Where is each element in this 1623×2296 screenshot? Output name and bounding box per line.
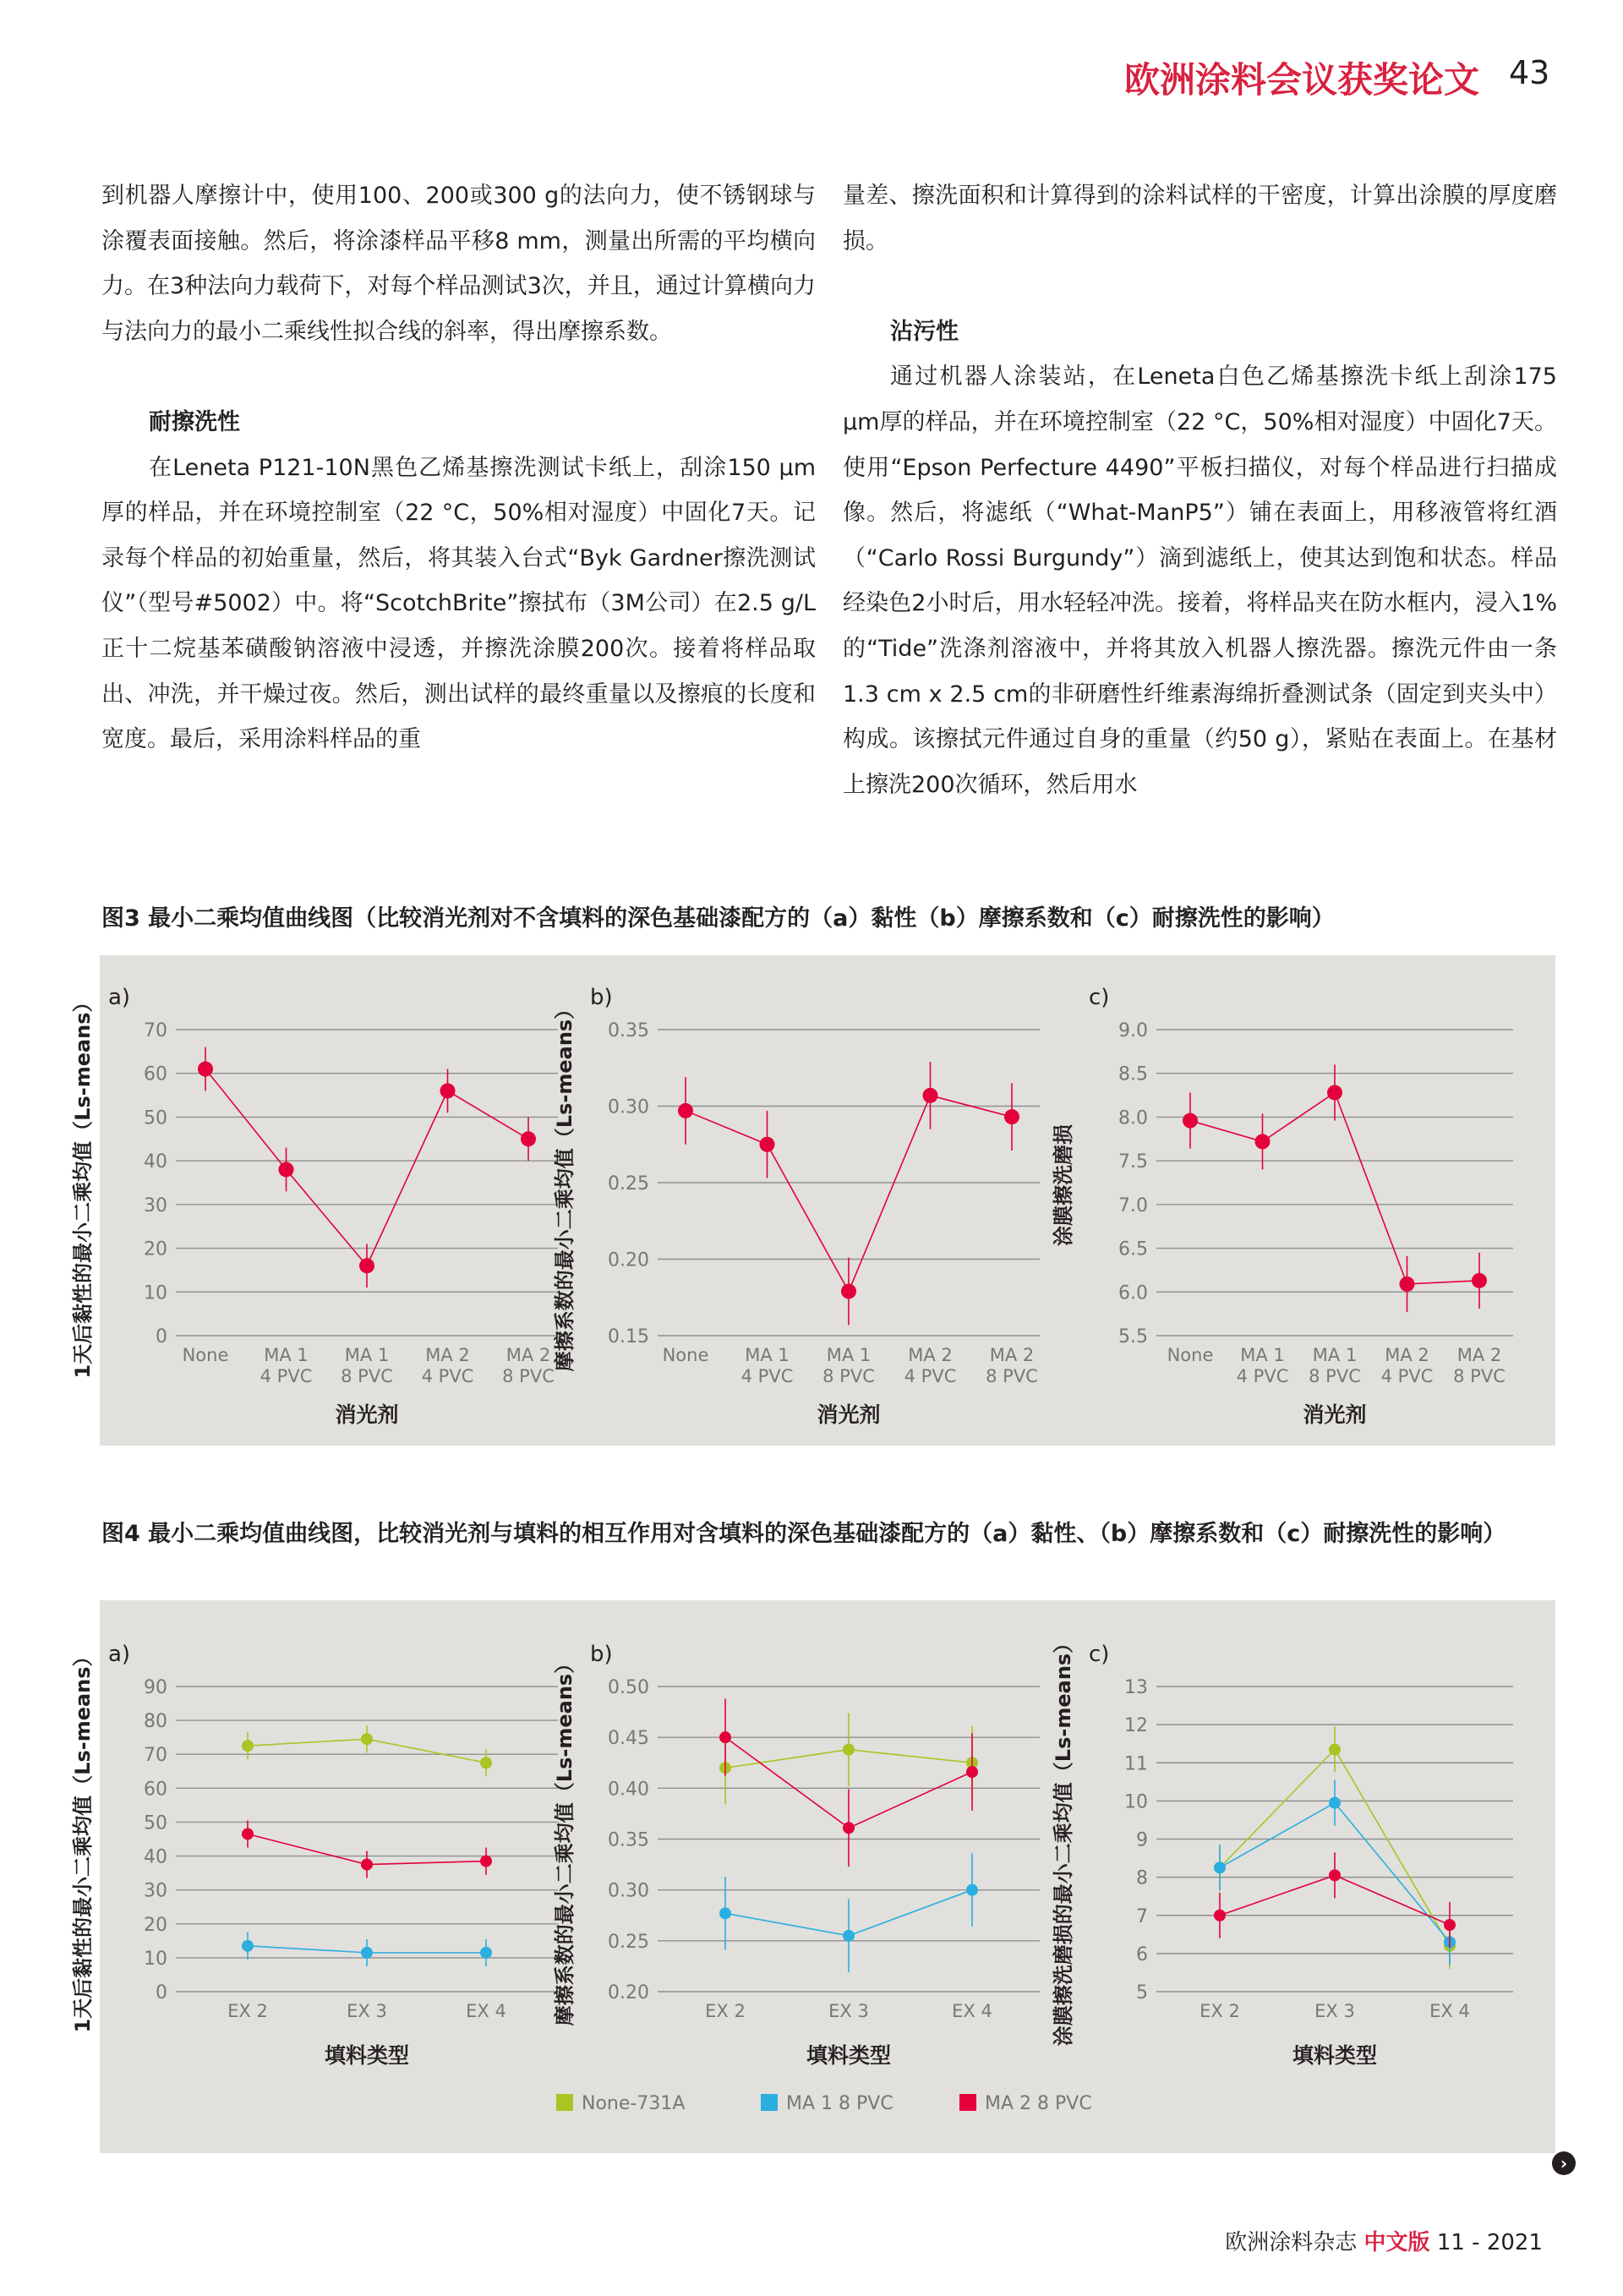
data-point: [480, 1856, 492, 1867]
figure-3-caption: 图3 最小二乘均值曲线图（比较消光剂对不含填料的深色基础漆配方的（a）黏性（b）摩擦系数和（c）耐擦洗性的影响）: [101, 905, 1335, 932]
x-axis-label: 填料类型: [806, 2043, 892, 2068]
y-tick-label: 0: [156, 1982, 167, 2004]
series-1: [719, 1853, 978, 1972]
y-tick-label: 8.5: [1118, 1063, 1148, 1085]
y-tick-label: 9.0: [1118, 1020, 1148, 1041]
x-tick-label: EX 4: [466, 2001, 506, 2021]
data-point: [242, 1740, 254, 1752]
x-axis-label: 填料类型: [324, 2043, 410, 2068]
y-tick-label: 0.35: [608, 1020, 649, 1041]
y-tick-label: 70: [144, 1020, 167, 1041]
panel-label: c): [1089, 985, 1110, 1010]
y-tick-label: 7.0: [1118, 1194, 1148, 1216]
body-column-right: [843, 173, 1557, 807]
figure-4-legend: [556, 2093, 1092, 2114]
paragraph-gap: [101, 354, 816, 400]
y-tick-label: 30: [144, 1194, 167, 1216]
x-tick-label: None: [1167, 1345, 1214, 1365]
series-line: [205, 1069, 528, 1266]
data-point: [843, 1744, 855, 1756]
y-tick-label: 60: [144, 1063, 167, 1085]
data-point: [1327, 1085, 1342, 1100]
data-point: [361, 1947, 373, 1959]
data-point: [843, 1930, 855, 1942]
y-tick-label: 0.25: [608, 1173, 649, 1194]
figure-4-charts: [71, 1600, 1555, 2153]
panel-label: c): [1089, 1642, 1110, 1667]
series-2: [1214, 1852, 1456, 1948]
x-tick-label: MA 1 8 PVC: [1309, 1345, 1361, 1386]
body-column-left: [101, 173, 816, 763]
x-tick-label: EX 3: [828, 2001, 869, 2021]
y-tick-label: 30: [144, 1880, 167, 1902]
figure-3-panel: [71, 955, 1555, 1446]
data-point: [1183, 1113, 1198, 1129]
y-axis-label: 1天后黏性的最小二乘均值（Ls-means）: [71, 992, 95, 1379]
footer-journal: 欧洲涂料杂志: [1225, 2230, 1358, 2255]
panel-label: b): [590, 985, 613, 1010]
y-tick-label: 7: [1136, 1905, 1148, 1927]
data-point: [361, 1859, 373, 1871]
x-tick-label: MA 2 4 PVC: [904, 1345, 957, 1386]
y-tick-label: 0.50: [608, 1677, 649, 1698]
x-tick-label: None: [662, 1345, 709, 1365]
paragraph-gap: [843, 264, 1557, 309]
data-point: [361, 1733, 373, 1745]
y-tick-label: 0.15: [608, 1326, 649, 1348]
series-line: [1190, 1092, 1479, 1284]
chart-b: [553, 1642, 1040, 2068]
paragraph: 在Leneta P121-10N黑色乙烯基擦洗测试卡纸上，刮涂150 μm厚的样品，并在环境控制室（22 °C，50%相对湿度）中固化7天。记录每个样品的初始重量，然后，将其装入台式“Byk Gardner擦洗测试仪”（型号#5002）中。将“ScotchBrite”擦拭布（3M公司）在2.5 g/L正十二烷基苯磺酸钠溶液中浸透，并擦洗涂膜200次。接着将样品取出、冲洗，并干燥过夜。然后，测出试样的最终重量以及擦痕的长度和宽度。最后，采用涂料样品的重: [101, 454, 816, 753]
y-tick-label: 5: [1136, 1982, 1148, 2004]
y-tick-label: 8.0: [1118, 1107, 1148, 1129]
x-tick-label: EX 2: [227, 2001, 268, 2021]
x-tick-label: MA 2 4 PVC: [1380, 1345, 1434, 1386]
footer: [1225, 2225, 1543, 2256]
x-tick-label: MA 1 8 PVC: [822, 1345, 875, 1386]
y-tick-label: 0.25: [608, 1931, 649, 1953]
data-point: [760, 1137, 775, 1152]
x-tick-label: MA 1 4 PVC: [740, 1345, 794, 1386]
data-point: [242, 1940, 254, 1952]
data-point: [480, 1947, 492, 1959]
data-point: [1329, 1743, 1341, 1755]
y-tick-label: 10: [144, 1282, 167, 1304]
data-point: [1400, 1276, 1415, 1292]
y-tick-label: 9: [1136, 1829, 1148, 1851]
data-point: [719, 1731, 731, 1743]
series-0: [198, 1047, 536, 1287]
x-tick-label: EX 4: [952, 2001, 992, 2021]
legend-label: MA 1 8 PVC: [786, 2093, 893, 2114]
y-tick-label: 8: [1136, 1867, 1148, 1889]
chart-c: [1052, 1633, 1513, 2068]
y-tick-label: 0.20: [608, 1249, 649, 1271]
x-axis-label: 消光剂: [817, 1402, 881, 1427]
running-header-title: 欧洲涂料会议获奖论文: [1123, 59, 1479, 101]
legend-item: [761, 2093, 893, 2114]
y-tick-label: 50: [144, 1812, 167, 1834]
data-point: [678, 1103, 693, 1118]
data-point: [440, 1083, 456, 1098]
series-1: [242, 1932, 492, 1966]
y-tick-label: 7.5: [1118, 1151, 1148, 1173]
data-point: [1004, 1109, 1019, 1124]
x-tick-label: MA 2 8 PVC: [1453, 1345, 1506, 1386]
panel-label: b): [590, 1642, 613, 1667]
footer-issue: 11 - 2021: [1436, 2230, 1543, 2255]
figure-3-charts: [71, 955, 1555, 1446]
y-tick-label: 0.40: [608, 1779, 649, 1801]
legend-label: None-731A: [582, 2093, 686, 2114]
y-tick-label: 50: [144, 1107, 167, 1129]
x-axis-label: 填料类型: [1292, 2043, 1378, 2068]
y-tick-label: 13: [1124, 1677, 1148, 1698]
y-tick-label: 40: [144, 1151, 167, 1173]
series-0: [678, 1062, 1019, 1325]
panel-label: a): [108, 985, 131, 1010]
y-axis-label: 涂膜擦洗磨损: [1052, 1124, 1075, 1246]
paragraph: 通过机器人涂装站，在Leneta白色乙烯基擦洗卡纸上刮涂175 μm厚的样品，并在环境控制室（22 °C，50%相对湿度）中固化7天。使用“Epson Perfecture 4490”平板扫描仪，对每个样品进行扫描成像。然后，将滤纸（“What-ManP5”）铺在表面上，用移液管将红酒（“Carlo Rossi Burgundy”）滴到滤纸上，使其达到饱和状态。样品经染色2小时后，用水轻轻冲洗。接着，将样品夹在防水框内，浸入1%的“Tide”洗涤剂溶液中，并将其放入机器人擦洗器。擦洗元件由一条1.3 cm x 2.5 cm的非研磨性纤维素海绵折叠测试条（固定到夹头中）构成。该擦拭元件通过自身的重量（约50 g），紧贴在表面上。在基材上擦洗200次循环，然后用水: [843, 364, 1557, 798]
y-axis-label: 1天后黏性的最小二乘均值（Ls-means）: [71, 1646, 95, 2033]
figure-4-panel: [71, 1600, 1555, 2153]
x-tick-label: EX 2: [1199, 2001, 1240, 2021]
chart-c: [1052, 985, 1513, 1427]
x-tick-label: MA 1 8 PVC: [341, 1345, 393, 1386]
data-point: [966, 1766, 978, 1778]
series-0: [242, 1725, 492, 1776]
paragraph: 量差、擦洗面积和计算得到的涂料试样的干密度，计算出涂膜的厚度磨损。: [843, 183, 1557, 254]
data-point: [480, 1757, 492, 1768]
section-heading: 耐擦洗性: [149, 408, 240, 435]
y-tick-label: 6: [1136, 1943, 1148, 1965]
data-point: [521, 1131, 536, 1146]
data-point: [923, 1088, 938, 1103]
panel-label: a): [108, 1642, 131, 1667]
x-tick-label: MA 1 4 PVC: [1236, 1345, 1289, 1386]
data-point: [198, 1062, 213, 1077]
series-2: [242, 1820, 492, 1878]
y-tick-label: 70: [144, 1745, 167, 1767]
x-tick-label: MA 2 4 PVC: [421, 1345, 474, 1386]
y-axis-label: 摩擦系数的最小二乘均值（Ls-means）: [553, 998, 577, 1372]
x-tick-label: None: [182, 1345, 229, 1365]
y-axis-label: 摩擦系数的最小二乘均值（Ls-means）: [553, 1653, 577, 2026]
data-point: [1329, 1797, 1341, 1809]
x-tick-label: MA 2 8 PVC: [502, 1345, 555, 1386]
next-page-arrow-icon[interactable]: ›: [1552, 2151, 1576, 2175]
y-axis-label: 涂膜擦洗磨损的最小二乘均值（Ls-means）: [1052, 1632, 1075, 2047]
y-tick-label: 0.20: [608, 1982, 649, 2004]
data-point: [719, 1907, 731, 1919]
legend-swatch: [556, 2094, 573, 2111]
data-point: [1214, 1861, 1226, 1873]
y-tick-label: 5.5: [1118, 1326, 1148, 1348]
y-tick-label: 20: [144, 1238, 167, 1260]
legend-item: [556, 2093, 685, 2114]
figure-4-caption: 图4 最小二乘均值曲线图，比较消光剂与填料的相互作用对含填料的深色基础漆配方的（a）黏性、（b）摩擦系数和（c）耐擦洗性的影响）: [101, 1521, 1506, 1547]
legend-label: MA 2 8 PVC: [985, 2093, 1092, 2114]
legend-swatch: [761, 2094, 778, 2111]
y-tick-label: 40: [144, 1846, 167, 1868]
y-tick-label: 0.30: [608, 1880, 649, 1902]
y-tick-label: 60: [144, 1779, 167, 1801]
data-point: [1329, 1869, 1341, 1881]
x-tick-label: EX 4: [1429, 2001, 1470, 2021]
y-tick-label: 0.45: [608, 1728, 649, 1750]
legend-item: [959, 2093, 1092, 2114]
chart-a: [71, 985, 558, 1427]
data-point: [1214, 1910, 1226, 1922]
y-tick-label: 10: [144, 1948, 167, 1970]
footer-edition: 中文版: [1363, 2230, 1430, 2255]
x-axis-label: 消光剂: [1303, 1402, 1367, 1427]
y-tick-label: 12: [1124, 1715, 1148, 1737]
paragraph: 到机器人摩擦计中，使用100、200或300 g的法向力，使不锈钢球与涂覆表面接触。然后，将涂漆样品平移8 mm，测量出所需的平均横向力。在3种法向力载荷下，对每个样品测试3次，并且，通过计算横向力与法向力的最小二乘线性拟合线的斜率，得出摩擦系数。: [101, 183, 816, 345]
y-tick-label: 6.5: [1118, 1238, 1148, 1260]
data-point: [841, 1284, 856, 1299]
x-tick-label: EX 3: [1314, 2001, 1355, 2021]
y-tick-label: 0.35: [608, 1829, 649, 1851]
y-tick-label: 10: [1124, 1791, 1148, 1813]
data-point: [1472, 1273, 1487, 1288]
x-tick-label: MA 1 4 PVC: [260, 1345, 313, 1386]
legend-swatch: [959, 2094, 976, 2111]
chart-b: [553, 985, 1040, 1427]
data-point: [1444, 1919, 1456, 1931]
series-0: [1183, 1064, 1487, 1312]
y-tick-label: 11: [1124, 1753, 1148, 1775]
y-tick-label: 0.30: [608, 1096, 649, 1118]
data-point: [843, 1822, 855, 1834]
data-point: [242, 1828, 254, 1840]
data-point: [966, 1884, 978, 1896]
y-tick-label: 90: [144, 1677, 167, 1698]
x-tick-label: EX 2: [705, 2001, 746, 2021]
data-point: [1255, 1134, 1271, 1149]
x-tick-label: EX 3: [347, 2001, 387, 2021]
y-tick-label: 80: [144, 1711, 167, 1733]
x-tick-label: MA 2 8 PVC: [986, 1345, 1038, 1386]
chart-a: [71, 1642, 558, 2068]
section-heading: 沾污性: [890, 318, 959, 345]
page-number: 43: [1509, 54, 1550, 91]
data-point: [279, 1162, 294, 1177]
y-tick-label: 20: [144, 1914, 167, 1936]
y-tick-label: 0: [156, 1326, 167, 1348]
x-axis-label: 消光剂: [335, 1402, 399, 1427]
data-point: [359, 1258, 374, 1273]
y-tick-label: 6.0: [1118, 1282, 1148, 1304]
